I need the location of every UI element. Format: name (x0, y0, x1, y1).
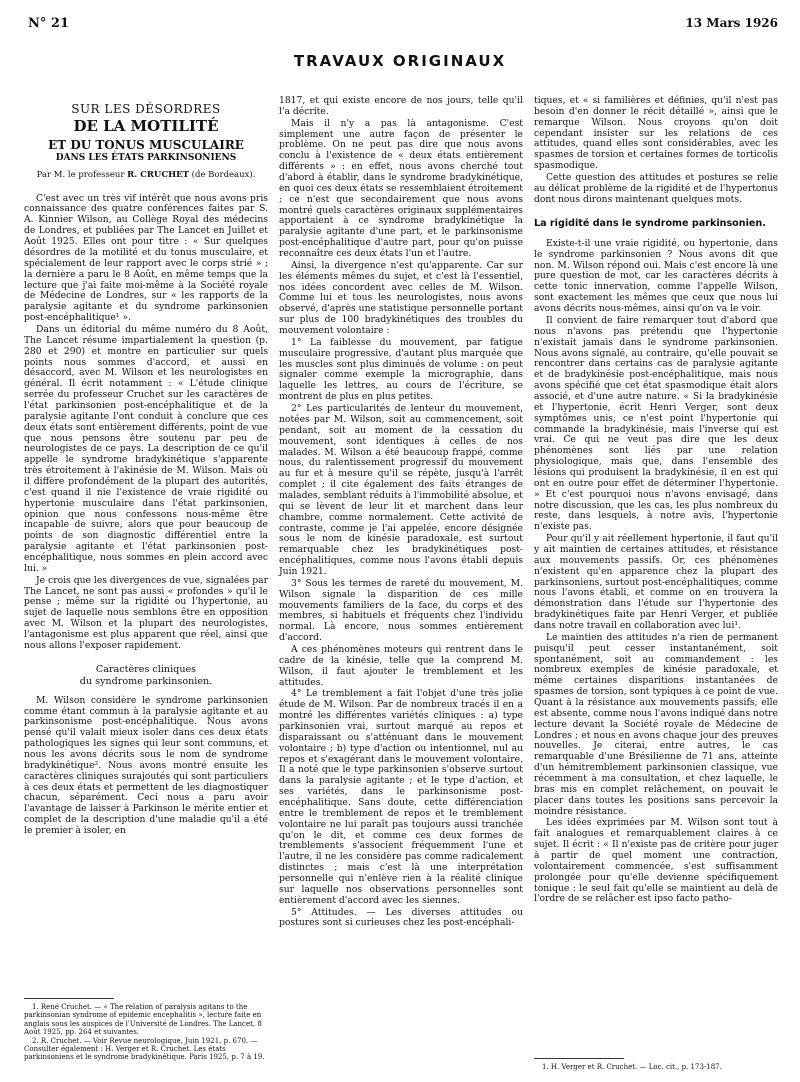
column-3 (534, 96, 778, 906)
issue-date: 13 Mars 1926 (685, 16, 778, 30)
subheading-line-1: Caractères cliniques (95, 663, 197, 675)
column-1 (24, 96, 268, 838)
title-line-1: SUR LES DÉSORDRES (71, 102, 221, 116)
footnotes-column-1 (24, 990, 268, 1062)
paragraph: 3° Sous les termes de rareté du mouvement, M. Wilson signale la disparition de ces mille mouvements familiers de la face, du corps et des membres, si habituels et fréquents chez l'individu normal. Là encore, nous sommes entièrement d'accord. (279, 577, 523, 644)
paragraph: 4° Le tremblement a fait l'objet d'une très jolie étude de M. Wilson. Par de nombreux tracés il en a montré les différentes variétés cliniques : a) type parkinsonien vrai, surtout marqué au repos et disparaissant ou s'atténuant dans le mouvement volontaire ; b) type d'action ou intentionnel, nul au repos et s'exagérant dans le mouvement volontaire. Il a noté que le type parkinsonien s'observe surtout dans la paralysie agitante ; et le type d'action, et ses variétés, dans le parkinsonisme post-encéphalitique. Sans doute, cette différenciation entre le tremblement de repos et le tremblement volontaire ne lui paraît pas toujours aussi tranchée qu'on le dit, et comme ces deux formes de tremblements s'associent fréquemment l'une et l'autre, il ne les considère pas comme radicalement distinctes ; mais c'est là une interprétation personnelle qui n'enlève rien à la réalité clinique sur laquelle nos observations personnelles sont entièrement d'accord avec les siennes. (279, 688, 523, 906)
footnote: 2. R. Cruchet. — Voir Revue neurologique, Juin 1921, p. 670. — Consulter également : H. Verger et R. Cruchet. Les états parkinsoniens et le syndrome bradykinétique. Paris 1925, p. 7 à 19. (24, 1036, 265, 1062)
paragraph: C'est avec un très vif intérêt que nous avons pris connaissance des quatre conférences faites par S. A. Kinnier Wilson, au Collège Royal des médecins de Londres, et publiées par The Lancet en Juillet et Août 1925. Elles ont pour titre : « Sur quelques désordres de la motilité et du tonus musculaire, et spécialement de leur rapport avec le corps strié » ; la dernière a paru le 8 Août, en même temps que la lecture que j'ai faite moi-même à la Société royale de Médecine de Londres, sur « les rapports de la paralysie agitante et du syndrome parkinsonien post-encéphalitique¹ ». (24, 192, 268, 324)
byline-suffix: (de Bordeaux). (191, 169, 256, 180)
paragraph: Le maintien des attitudes n'a rien de permanent puisqu'il peut cesser instantanément, soit spontanément, soit au commandement : les nombreux exemples de kinésie paradoxale, et même certaines disparitions instantanées de spasmes de torsion, sont typiques à ce point de vue. Quant à la résistance aux mouvements passifs, elle est absente, comme nous l'avons indiqué dans notre lecture devant la Société royale de Médecine de Londres ; et nous en avons chaque jour des preuves nouvelles. Je citerai, entre autres, le cas remarquable d'une Brésilienne de 71 ans, atteinte d'un hémitremblement parkinsonien classique, vue récemment à ma consultation, et chez laquelle, le bras mis en complet relâchement, on pouvait le placer dans toutes les positions sans percevoir la moindre résistance. (534, 631, 778, 817)
footnote-rule (24, 998, 114, 999)
paragraph: Je crois que les divergences de vue, signalées par The Lancet, ne sont pas aussi « profondes » qu'il le pense ; même sur la rigidité ou l'hypertonie, au sujet de laquelle nous semblons être en opposition avec M. Wilson et la plupart des neurologistes, l'antagonisme est plus apparent que réel, ainsi que nous allons l'exposer rapidement. (24, 574, 268, 651)
paragraph: tiques, et « si familières et définies, qu'il n'est pas besoin d'en donner le récit détaillé », ainsi que le remarque Wilson. Nous croyons qu'on doit cependant insister sur les relations de ces attitudes, quand elles sont considérables, avec les spasmes de torsion et certaines formes de torticolis spasmodique. (534, 95, 778, 172)
byline-prefix: Par M. le professeur (36, 169, 125, 180)
paragraph: 1° La faiblesse du mouvement, par fatigue musculaire progressive, d'autant plus marquée que les muscles sont plus diminués de volume : on peut signaler comme exemple la micrographie, dans laquelle les lettres, au cours de l'écriture, se montrent de plus en plus petites. (279, 336, 523, 403)
paragraph: Mais il n'y a pas là antagonisme. C'est simplement une autre façon de présenter le problème. On ne peut pas dire que nous avons conclu à l'existence de « deux états entièrement différents » : en effet, nous avons cherché tout d'abord à établir, dans le syndrome bradykinétique, en quoi ces deux états se ressemblaient étroitement ; ce n'est que secondairement que nous avons montré quels caractères originaux supplémentaires apportaient à ce syndrome bradykinétique la paralysie agitante d'une part, et le parkinsonisme post-encéphalitique d'autre part, pour qu'on puisse reconnaître ces deux états l'un et l'autre. (279, 117, 523, 260)
footnote: 1. René Cruchet. — « The relation of paralysis agitans to the parkinsonian syndrome of epidemic encephalitis », lecture faite en anglais sous les auspices de l'Université de Londres. The Lancet, 8 Août 1925, pp. 264 et suivantes. (24, 1003, 262, 1037)
footnote-rule (534, 1058, 624, 1059)
byline (24, 170, 268, 180)
paragraph: A ces phénomènes moteurs qui rentrent dans le cadre de la kinésie, telle que la comprend M. Wilson, il faut ajouter le tremblement et les attitudes. (279, 643, 523, 688)
paragraph: 2° Les particularités de lenteur du mouvement, notées par M. Wilson, soit au commencement, soit pendant, soit au moment de la cessation du mouvement, sont identiques à celles de nos malades. M. Wilson a été beaucoup frappé, comme nous, du ralentissement progressif du mouvement au fur et à mesure qu'il se répète, jusqu'à l'arrêt complet ; il cite également des faits étranges de malades, semblant réduits à l'immobilité absolue, et qui se lèvent de leur lit et marchent dans leur chambre, comme normalement. Cette activité de contraste, comme je l'ai appelée, encore désignée sous le nom de kinésie paradoxale, est surtout remarquable chez les bradykinétiques post-encéphalitiques, comme nous l'avons établi depuis Juin 1921. (279, 403, 523, 577)
article-title (24, 102, 268, 164)
paragraph: Il convient de faire remarquer tout d'abord que nous n'avons pas prétendu que l'hypertonie n'existait jamais dans le syndrome parkinsonien. Nous avons signalé, au contraire, qu'elle pouvait se rencontrer dans certains cas de paralysie agitante et de bradykinésie post-encéphalitique, mais nous avons spécifié que cet état spasmodique était alors associé, et d'une autre nature. « Si la bradykinésie et l'hypertonie, écrit Henri Verger, sont deux symptômes unis, ce n'est point l'hypertonie qui commande la bradykinésie, mais l'inverse qui est vrai. Ce qui ne veut pas dire que les deux phénomènes sont liés par une relation physiologique, mais que, dans l'ensemble des lésions qui produisent la bradykinésie, il en est qui ont en outre pour effet de déterminer l'hypertonie. » Et c'est pourquoi nous n'avons envisagé, dans notre discussion, que les cas, les plus nombreux du reste, dans lesquels, à notre avis, l'hypertonie n'existe pas. (534, 314, 778, 533)
paragraph: M. Wilson considère le syndrome parkinsonien comme étant commun à la paralysie agitante et au parkinsonisme post-encéphalitique. Nous avons pensé qu'il valait mieux isoler dans ces deux états pathologiques les signes qui leur sont communs, et nous les avons décrits sous le nom de syndrome bradykinétique². Nous avons montré ensuite les caractères cliniques surajoutés qui sont particuliers à ces deux états et permettent de les diagnostiquer chacun, séparément. Ceci nous a paru avoir l'avantage de laisser à Parkinson le mérite entier et complet de la description d'une maladie qu'il a été le premier à isoler, en (24, 694, 268, 836)
section-heading: La rigidité dans le syndrome parkinsonien. (534, 217, 766, 229)
section-title: TRAVAUX ORIGINAUX (293, 52, 507, 70)
subheading-line-2: du syndrome parkinsonien. (79, 675, 213, 687)
paragraph: 1817, et qui existe encore de nos jours, telle qu'il l'a décrite. (279, 95, 523, 117)
paragraph: Pour qu'il y ait réellement hypertonie, il faut qu'il y ait maintien de certaines attitudes, et résistance aux mouvements passifs. Or, ces phénomènes n'existent qu'en apparence chez la plupart des parkinsoniens, surtout post-encéphalitiques, comme nous l'avons établi, et comme on en trouvera la démonstration dans l'étude sur l'hypertonie des bradykinétiques faite par Henri Verger, et publiée dans notre travail en collaboration avec lui¹. (534, 533, 778, 631)
title-line-4: DANS LES ÉTATS PARKINSONIENS (55, 153, 237, 163)
paragraph: Dans un éditorial du même numéro du 8 Août, The Lancet résume impartialement la question (p. 280 et 290) et montre en particulier sur quels points nous sommes d'accord, et aussi en désaccord, avec M. Wilson et les neurologistes en général. Il écrit notamment : « L'étude clinique serrée du professeur Cruchet sur les caractères de l'état parkinsonien post-encéphalitique et de la paralysie agitante l'ont conduit à conclure que ces deux états sont entièrement différents, point de vue que nous pensons être soutenu par peu de neurologistes de ce pays. La description de ce qu'il appelle le syndrome bradykinétique s'apparente très étroitement à l'akinésie de M. Wilson. Mais où il diffère profondément de la plupart des autorités, c'est quand il nie l'existence de vraie rigidité ou hypertonie musculaire dans l'état parkinsonien, opinion que nous confessons nous-même être incapable de suivre, alors que pour beaucoup de points de son diagnostic différentiel entre la paralysie agitante et l'état parkinsonien post-encéphalitique, nous sommes en plein accord avec lui. » (24, 323, 268, 574)
column-2 (279, 96, 523, 930)
subheading (24, 664, 268, 688)
paragraph: Les idées exprimées par M. Wilson sont tout à fait analogues et remarquablement claires à ce sujet. Il écrit : « Il n'existe pas de critère pour juger à partir de quel moment une contraction, volontairement commencée, s'est suffisamment prolongée pour qu'elle devienne spécifiquement tonique : le seul fait qu'elle se maintient au delà de l'ordre de se relâcher est ipso facto patho- (534, 817, 778, 905)
paragraph: Ainsi, la divergence n'est qu'apparente. Car sur les éléments mêmes du sujet, et c'est là l'essentiel, nos idées concordent avec celles de M. Wilson. Comme lui et tous les neurologistes, nous avons observé, d'après une statistique personnelle portant sur plus de 100 bradykinétiques des troubles du mouvement volontaire : (279, 259, 523, 337)
title-line-2: DE LA MOTILITÉ (73, 117, 219, 136)
byline-author: R. CRUCHET (127, 169, 189, 180)
issue-number: N° 21 (28, 16, 69, 31)
footnote: 1. H. Verger et R. Cruchet. — Loc. cit., p. 173-187. (542, 1063, 722, 1071)
paragraph: 5° Attitudes. — Les diverses attitudes ou postures sont si curieuses chez les post-encéphali- (279, 906, 523, 929)
title-line-3: ET DU TONUS MUSCULAIRE (48, 137, 244, 152)
paragraph: Cette question des attitudes et postures se relie au délicat problème de la rigidité et de l'hypertonus dont nous dirons maintenant quelques mots. (534, 172, 778, 205)
paragraph: Existe-t-il une vraie rigidité, ou hypertonie, dans le syndrome parkinsonien ? Nous avons dit que non. M. Wilson répond oui. Mais c'est encore là une pure question de mot, car les caractères décrits à cette tonic innervation, comme l'appelle Wilson, sont exactement les mêmes que ceux que nous lui avons décrits nous-mêmes, ainsi qu'on va le voir. (534, 237, 778, 315)
footnotes-column-3 (534, 1050, 778, 1071)
